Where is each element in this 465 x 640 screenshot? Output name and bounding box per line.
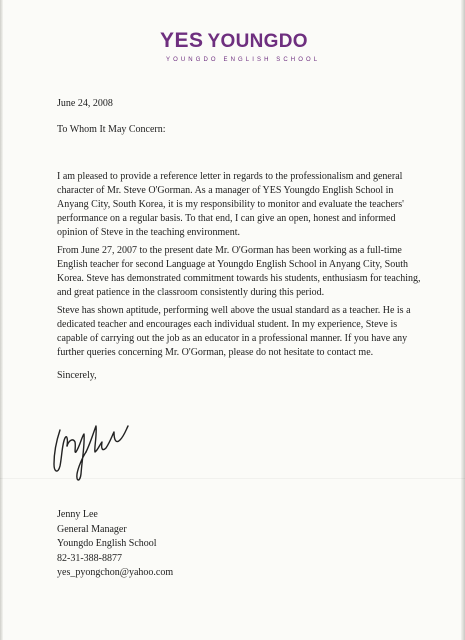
letter-paragraph: From June 27, 2007 to the present date Mr. O'Gorman has been working as a full-time English teacher for second Language at Youngdo English School in Anyang City, South Korea. Steve has demonstrated commitment towards his students, enthusiasm for teaching, and great patience in the classroom consistently during this period. — [57, 245, 421, 298]
signer-title: General Manager — [57, 523, 127, 535]
page-left-edge — [0, 0, 3, 640]
signer-email: yes_pyongchon@yahoo.com — [57, 567, 174, 579]
letter-salutation: To Whom It May Concern: — [57, 124, 166, 135]
logo-subtitle: YOUNGDO ENGLISH SCHOOL — [166, 57, 321, 63]
logo-name-text: YOUNGDO — [207, 31, 308, 52]
signer-name: Jenny Lee — [57, 509, 98, 520]
signer-block — [57, 508, 357, 581]
letter-paragraph: I am pleased to provide a reference letter in regards to the professionalism and general character of Mr. Steve O'Gorman. As a manager of YES Youngdo English School in Anyang City, South Korea, it is my responsibility to monitor and evaluate the teachers' performance on a regular basis. To that end, I can give an open, honest and informed opinion of Steve in the teaching environment. — [57, 171, 404, 238]
signer-organization: Youngdo English School — [57, 538, 157, 550]
letter-paragraph: Steve has shown aptitude, performing well above the usual standard as a teacher. He is a dedicated teacher and encourages each individual student. In my experience, Steve is capable of carrying out the job as an educator in a professional manner. If you have any further queries concerning Mr. O'Gorman, please do not hesitate to contact me. — [57, 305, 411, 358]
page-right-edge — [461, 0, 465, 640]
letter-date: June 24, 2008 — [57, 98, 113, 109]
logo-yes-text: YES — [160, 29, 204, 52]
logo-wordmark — [160, 30, 308, 54]
letter-closing: Sincerely, — [57, 370, 97, 381]
handwritten-signature — [38, 408, 148, 488]
school-logo — [158, 30, 358, 74]
signer-phone: 82-31-388-8877 — [57, 552, 122, 564]
